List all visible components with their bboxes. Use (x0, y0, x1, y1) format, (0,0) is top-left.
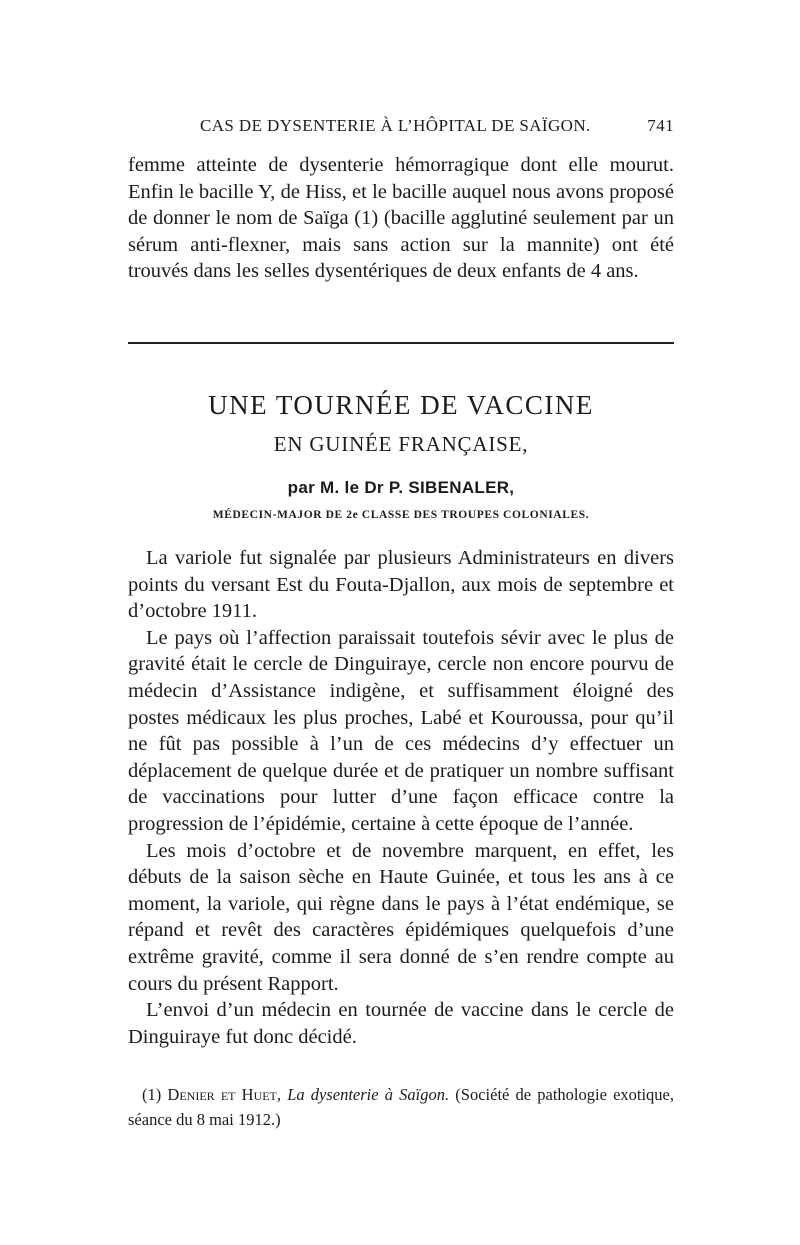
body-paragraph: La variole fut signalée par plusieurs Administrateurs en divers points du versant Est du Fouta-Djallon, aux mois de septembre et d’octobre 1911. (128, 547, 674, 623)
article-byline: par M. le Dr P. SIBENALER, (287, 478, 515, 497)
footnote-marker: (1) (142, 1085, 162, 1104)
section-divider (128, 342, 674, 344)
footnote (128, 1082, 674, 1132)
footnote-source: (Société de pathologie exotique, séance du 8 mai 1912.) (128, 1085, 675, 1129)
article-title: UNE TOURNÉE DE VACCINE (208, 390, 594, 420)
article-subtitle: EN GUINÉE FRANÇAISE, (273, 432, 529, 456)
footnote-work-title: La dysenterie à Saïgon. (287, 1085, 450, 1104)
body-paragraph: Les mois d’octobre et de novembre marquent, en effet, les débuts de la saison sèche en Haute Guinée, et tous les ans à ce moment, la variole, qui règne dans le pays à l’état endémique, se répand et revêt des caractères épidémiques quelquefois d’une extrême gravité, comme il sera donné de s’en rendre compte au cours du présent Rapport. (128, 839, 674, 995)
running-head (128, 116, 674, 142)
author-affiliation: MÉDECIN-MAJOR DE 2e CLASSE DES TROUPES COLONIALES. (212, 509, 590, 521)
page-number: 741 (647, 116, 674, 135)
intro-paragraph: femme atteinte de dysenterie hémorragique dont elle mourut. Enfin le bacille Y, de Hiss, et le bacille auquel nous avons proposé de donner le nom de Saïga (1) (bacille agglutiné seulement par un sérum anti-flexner, mais sans action sur la mannite) ont été trouvés dans les selles dysentériques de deux enfants de 4 ans. (128, 154, 674, 283)
running-head-title: CAS DE DYSENTERIE À L’HÔPITAL DE SAÏGON. (200, 116, 591, 135)
body-paragraph: Le pays où l’affection paraissait toutefois sévir avec le plus de gravité était le cercle de Dinguiraye, cercle non encore pourvu de médecin d’Assistance indigène, et suffisamment éloigné des postes médicaux les plus proches, Labé et Kouroussa, pour qu’il ne fût pas possible à l’un de ces médecins d’y effectuer un déplacement de quelque durée et de pratiquer un nombre suffisant de vaccinations pour lutter d’une façon efficace contre la progression de l’épidémie, certaine à cette époque de l’année. (128, 626, 674, 835)
footnote-authors: Denier et Huet, (167, 1085, 282, 1104)
body-paragraph: L’envoi d’un médecin en tournée de vaccine dans le cercle de Dinguiraye fut donc décidé. (128, 999, 674, 1048)
intro-text (128, 152, 674, 285)
article-body (128, 545, 674, 1050)
